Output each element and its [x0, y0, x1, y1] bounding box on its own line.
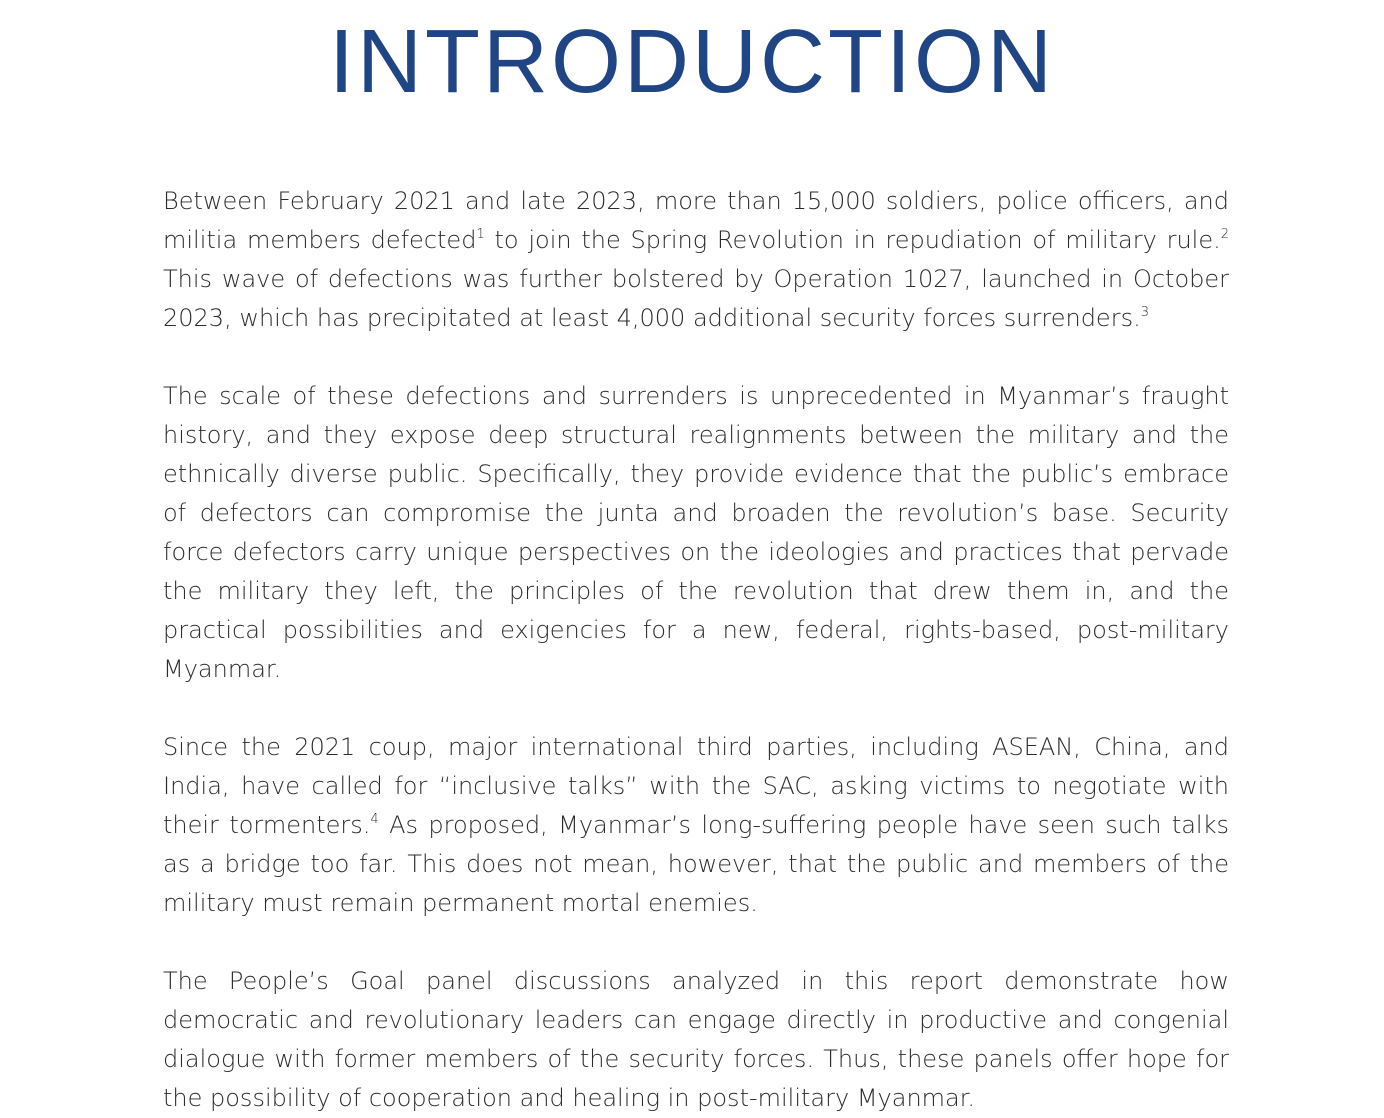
paragraph-1 — [163, 182, 1229, 338]
paragraph-3 — [163, 728, 1229, 923]
paragraph-text: Between February 2021 and late 2023, more than 15,000 soldiers, police officers, and militia members defected — [163, 187, 1229, 254]
paragraph-2 — [163, 377, 1229, 689]
paragraph-4 — [163, 962, 1229, 1118]
body-text — [163, 182, 1229, 1118]
footnote-ref-4: 4 — [370, 812, 379, 827]
paragraph-text: As proposed, Myanmar’s long-suffering people have seen such talks as a bridge too far. This does not mean, however, that the public and members of the military must remain permanent mortal enemies. — [163, 811, 1230, 917]
paragraph-text: Since the 2021 coup, major international third parties, including ASEAN, China, and India, have called for “inclusive talks” with the SAC, asking victims to negotiate with their tormenters. — [163, 733, 1229, 839]
paragraph-text: This wave of defections was further bolstered by Operation 1027, launched in October 2023, which has precipitated at least 4,000 additional security forces surrenders. — [163, 265, 1229, 332]
footnote-ref-3: 3 — [1140, 305, 1149, 320]
page-title: INTRODUCTION — [329, 12, 1055, 112]
footnote-ref-1: 1 — [476, 227, 485, 242]
paragraph-text: The People’s Goal panel discussions analyzed in this report demonstrate how democratic and revolutionary leaders can engage directly in productive and congenial dialogue with former members of the security forces. Thus, these panels offer hope for the possibility of cooperation and healing in post-military Myanmar. — [163, 967, 1229, 1112]
paragraph-text: The scale of these defections and surrenders is unprecedented in Myanmar’s fraught history, and they expose deep structural realignments between the military and the ethnically diverse public. Specifically, they provide evidence that the public’s embrace of defectors can compromise the junta and broaden the revolution’s base. Security force defectors carry unique perspectives on the ideologies and practices that pervade the military they left, the principles of the revolution that drew them in, and the practical possibilities and exigencies for a new, federal, rights-based, post-military Myanmar. — [163, 382, 1229, 683]
paragraph-text: to join the Spring Revolution in repudiation of military rule. — [484, 226, 1221, 254]
footnote-ref-2: 2 — [1220, 227, 1230, 242]
